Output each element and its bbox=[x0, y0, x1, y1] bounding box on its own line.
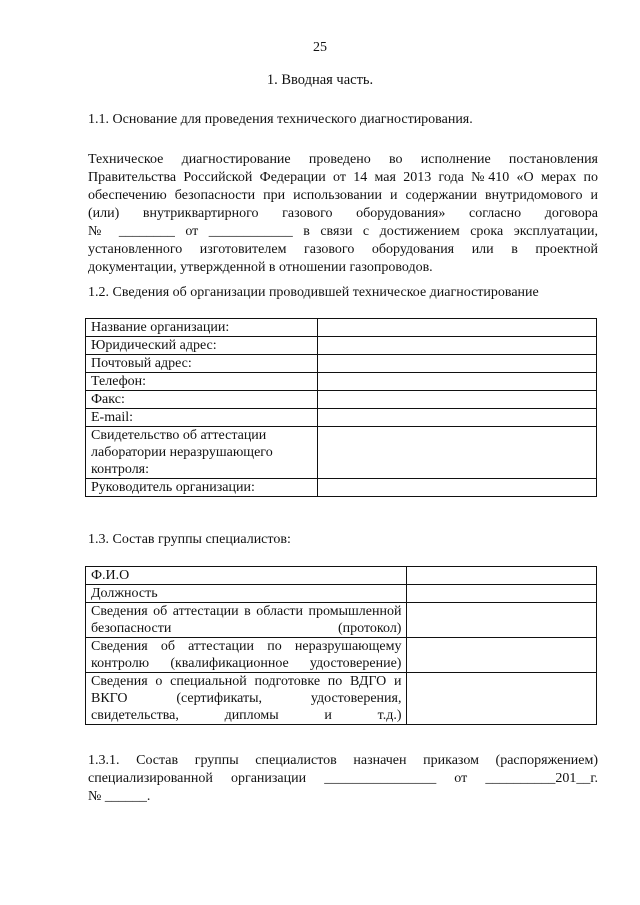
row-value[interactable] bbox=[317, 373, 596, 391]
paragraph-line: 1.3.1. Состав группы специалистов назначен приказом (распоряжением) bbox=[88, 753, 598, 768]
row-label: Сведения о специальной подготовке по ВДГО и ВКГО (сертификаты, удостоверения, свидетельства, дипломы и т.д.) bbox=[86, 673, 407, 725]
table-row bbox=[86, 567, 597, 585]
table-row bbox=[86, 355, 597, 373]
paragraph-line: (или) внутриквартирного газового оборудования» согласно договора bbox=[88, 206, 598, 221]
paragraph-line: Правительства Российской Федерации от 14 мая 2013 года №410 «О мерах по bbox=[88, 170, 598, 185]
row-label: Почтовый адрес: bbox=[86, 355, 318, 373]
paragraph-line: обеспечению безопасности при использовании и содержании внутридомового и bbox=[88, 188, 598, 203]
row-value[interactable] bbox=[407, 673, 597, 725]
row-value[interactable] bbox=[317, 427, 596, 479]
row-label: Юридический адрес: bbox=[86, 337, 318, 355]
table-row bbox=[86, 427, 597, 479]
section-1-3-title: 1.3. Состав группы специалистов: bbox=[88, 532, 291, 547]
table-row bbox=[86, 638, 597, 673]
section-1-1-title: 1.1. Основание для проведения технического диагностирования. bbox=[88, 112, 473, 127]
paragraph-line: № ______. bbox=[88, 789, 151, 804]
paragraph-line: специализированной организации ________________ от __________201__г. bbox=[88, 771, 598, 786]
row-label: Название организации: bbox=[86, 319, 318, 337]
row-label: Сведения об аттестации в области промышленной безопасности (протокол) bbox=[86, 603, 407, 638]
organization-info-table bbox=[85, 318, 597, 497]
table-row bbox=[86, 373, 597, 391]
row-value[interactable] bbox=[317, 319, 596, 337]
row-label: Должность bbox=[86, 585, 407, 603]
row-label: Ф.И.О bbox=[86, 567, 407, 585]
table-row bbox=[86, 603, 597, 638]
row-label: Телефон: bbox=[86, 373, 318, 391]
section-1-2-title: 1.2. Сведения об организации проводившей техническое диагностирование bbox=[88, 285, 539, 300]
table-row bbox=[86, 319, 597, 337]
paragraph-line: документации, утвержденной в отношении газопроводов. bbox=[88, 260, 433, 275]
table-row bbox=[86, 391, 597, 409]
table-row bbox=[86, 673, 597, 725]
row-value[interactable] bbox=[407, 638, 597, 673]
section-1-3-1-paragraph bbox=[88, 752, 598, 806]
row-value[interactable] bbox=[317, 355, 596, 373]
row-value[interactable] bbox=[317, 391, 596, 409]
paragraph-line: установленного изготовителем газового оборудования или в проектной bbox=[88, 242, 598, 257]
row-label: Свидетельство об аттестации лаборатории неразрушающего контроля: bbox=[86, 427, 318, 479]
paragraph-line: Техническое диагностирование проведено во исполнение постановления bbox=[88, 152, 598, 167]
section-heading: 1. Вводная часть. bbox=[266, 72, 374, 88]
row-value[interactable] bbox=[317, 479, 596, 497]
row-value[interactable] bbox=[407, 603, 597, 638]
row-value[interactable] bbox=[407, 585, 597, 603]
table-row bbox=[86, 409, 597, 427]
specialists-table bbox=[85, 566, 597, 725]
row-value[interactable] bbox=[407, 567, 597, 585]
table-row bbox=[86, 337, 597, 355]
table-row bbox=[86, 479, 597, 497]
paragraph-line: № ________ от ____________ в связи с достижением срока эксплуатации, bbox=[88, 224, 598, 239]
page-number: 25 bbox=[313, 40, 327, 55]
row-label: Сведения об аттестации по неразрушающему контролю (квалификационное удостоверение) bbox=[86, 638, 407, 673]
section-1-1-paragraph bbox=[88, 151, 598, 277]
row-value[interactable] bbox=[317, 409, 596, 427]
table-row bbox=[86, 585, 597, 603]
row-label: Руководитель организации: bbox=[86, 479, 318, 497]
row-value[interactable] bbox=[317, 337, 596, 355]
row-label: E-mail: bbox=[86, 409, 318, 427]
row-label: Факс: bbox=[86, 391, 318, 409]
